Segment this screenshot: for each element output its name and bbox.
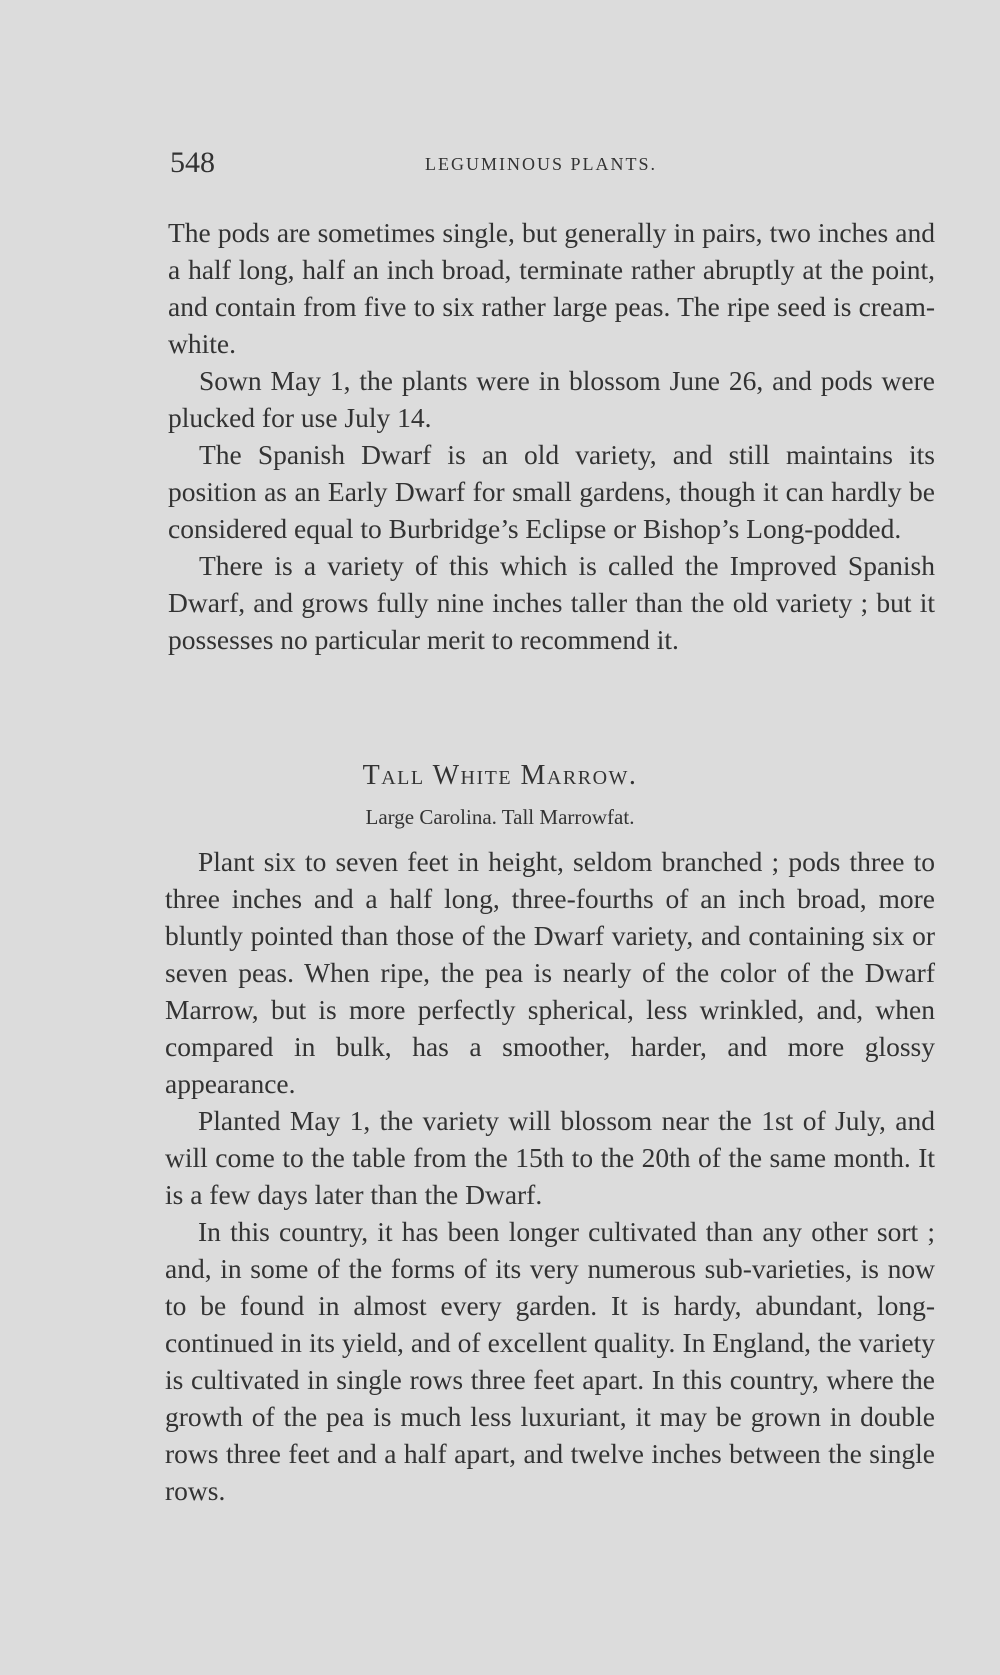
section-tall-white-marrow	[165, 843, 935, 1509]
section-spanish-dwarf	[168, 214, 935, 658]
paragraph: The pods are sometimes single, but generally in pairs, two inches and a half long, half an inch broad, terminate rather abruptly at the point, and contain from five to six rather large peas. The ripe seed is cream-white.	[168, 217, 935, 359]
page-header	[170, 146, 930, 186]
paragraph: There is a variety of this which is called the Improved Spanish Dwarf, and grows fully nine inches taller than the old variety ; but it possesses no particular merit to recommend it.	[168, 550, 935, 655]
paragraph: The Spanish Dwarf is an old variety, and still maintains its position as an Early Dwarf for small gardens, though it can hardly be considered equal to Burbridge’s Eclipse or Bishop’s Long-podded.	[168, 439, 935, 544]
running-head: LEGUMINOUS PLANTS.	[425, 154, 658, 174]
paragraph: In this country, it has been longer cultivated than any other sort ; and, in some of the forms of its very numerous sub-varieties, is now to be found in almost every garden. It is hardy, abundant, long-continued in its yield, and of excellent quality. In England, the variety is cultivated in single rows three feet apart. In this country, where the growth of the pea is much less luxuriant, it may be grown in double rows three feet and a half apart, and twelve inches between the single rows.	[165, 1216, 935, 1506]
paragraph: Plant six to seven feet in height, seldom branched ; pods three to three inches and a half long, three-fourths of an inch broad, more bluntly pointed than those of the Dwarf variety, and containing six or seven peas. When ripe, the pea is nearly of the color of the Dwarf Marrow, but is more perfectly spherical, less wrinkled, and, when compared in bulk, has a smoother, harder, and more glossy appearance.	[165, 846, 935, 1099]
section-title: Tall White Marrow.	[362, 760, 638, 791]
page-number: 548	[170, 146, 215, 179]
section-synonyms: Large Carolina. Tall Marrowfat.	[365, 805, 635, 829]
paragraph: Sown May 1, the plants were in blossom June 26, and pods were plucked for use July 14.	[168, 365, 935, 433]
paragraph: Planted May 1, the variety will blossom near the 1st of July, and will come to the table from the 15th to the 20th of the same month. It is a few days later than the Dwarf.	[165, 1105, 935, 1210]
